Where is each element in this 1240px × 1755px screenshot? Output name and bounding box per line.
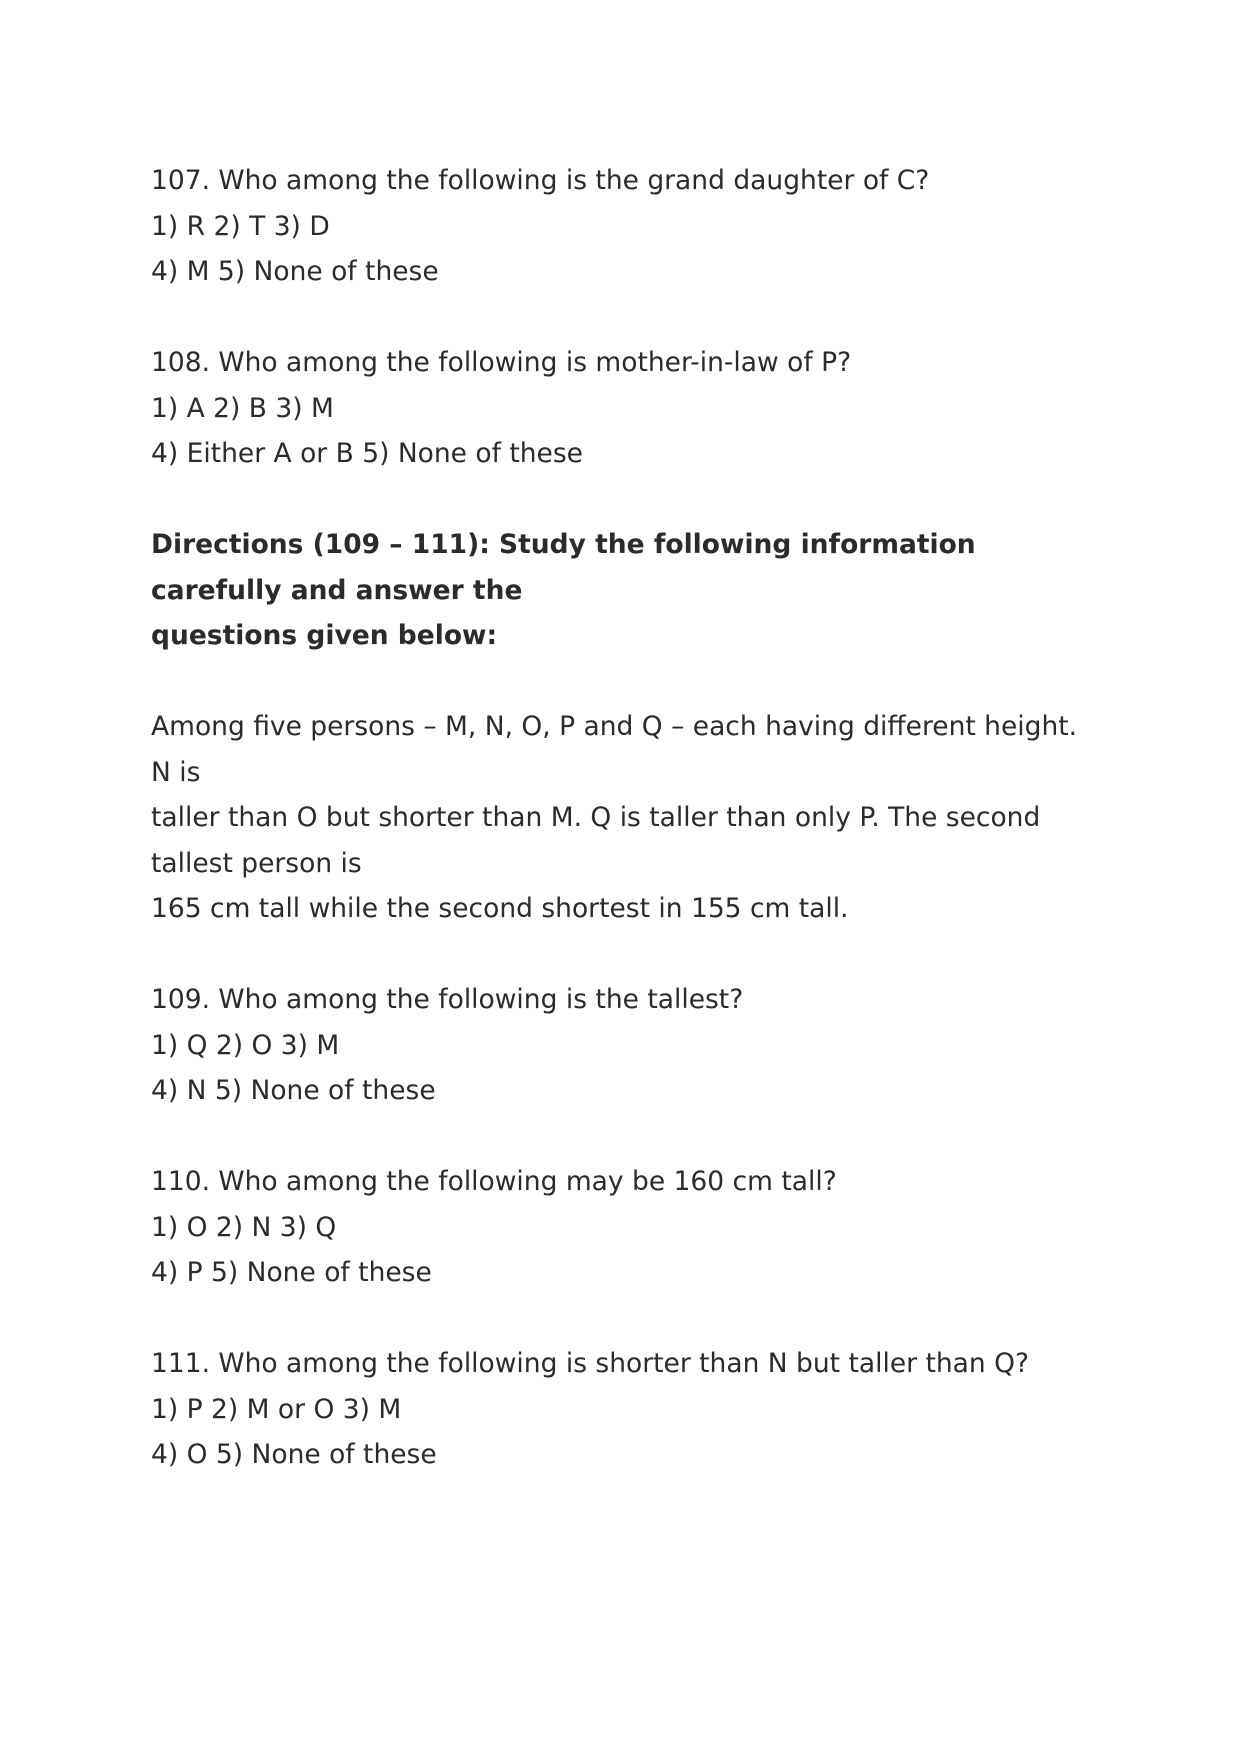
- question-text: 108. Who among the following is mother-in-law of P?: [151, 347, 852, 378]
- directions-heading: [151, 522, 1111, 659]
- question-111: [151, 1341, 1111, 1478]
- question-text: 107. Who among the following is the grand daughter of C?: [151, 165, 930, 196]
- directions-line: questions given below:: [151, 620, 498, 651]
- passage: [151, 704, 1111, 932]
- question-text: 109. Who among the following is the tallest?: [151, 984, 744, 1015]
- options-line: 4) Either A or B 5) None of these: [151, 438, 583, 469]
- question-108: [151, 340, 1111, 477]
- options-line: 4) P 5) None of these: [151, 1257, 432, 1288]
- question-110: [151, 1159, 1111, 1296]
- question-text: 110. Who among the following may be 160 cm tall?: [151, 1166, 837, 1197]
- passage-line: N is: [151, 756, 201, 788]
- question-text: 111. Who among the following is shorter than N but taller than Q?: [151, 1348, 1030, 1379]
- directions-line: carefully and answer the: [151, 574, 523, 606]
- options-line: 4) N 5) None of these: [151, 1075, 436, 1106]
- document-page: [151, 158, 1111, 1478]
- passage-line: tallest person is: [151, 847, 362, 879]
- options-line: 1) Q 2) O 3) M: [151, 1029, 340, 1061]
- passage-line: 165 cm tall while the second shortest in 155 cm tall.: [151, 893, 849, 924]
- passage-line: Among five persons – M, N, O, P and Q – each having different height.: [151, 711, 1078, 742]
- spacer: [151, 477, 1111, 523]
- options-line: 1) R 2) T 3) D: [151, 210, 330, 242]
- directions-line: Directions (109 – 111): Study the following information: [151, 529, 976, 560]
- spacer: [151, 1296, 1111, 1342]
- spacer: [151, 295, 1111, 341]
- question-107: [151, 158, 1111, 295]
- passage-line: taller than O but shorter than M. Q is taller than only P. The second: [151, 802, 1041, 833]
- options-line: 1) P 2) M or O 3) M: [151, 1393, 402, 1425]
- options-line: 4) M 5) None of these: [151, 256, 439, 287]
- options-line: 4) O 5) None of these: [151, 1439, 437, 1470]
- question-109: [151, 977, 1111, 1114]
- spacer: [151, 659, 1111, 705]
- spacer: [151, 932, 1111, 978]
- options-line: 1) O 2) N 3) Q: [151, 1211, 337, 1243]
- options-line: 1) A 2) B 3) M: [151, 392, 334, 424]
- spacer: [151, 1114, 1111, 1160]
